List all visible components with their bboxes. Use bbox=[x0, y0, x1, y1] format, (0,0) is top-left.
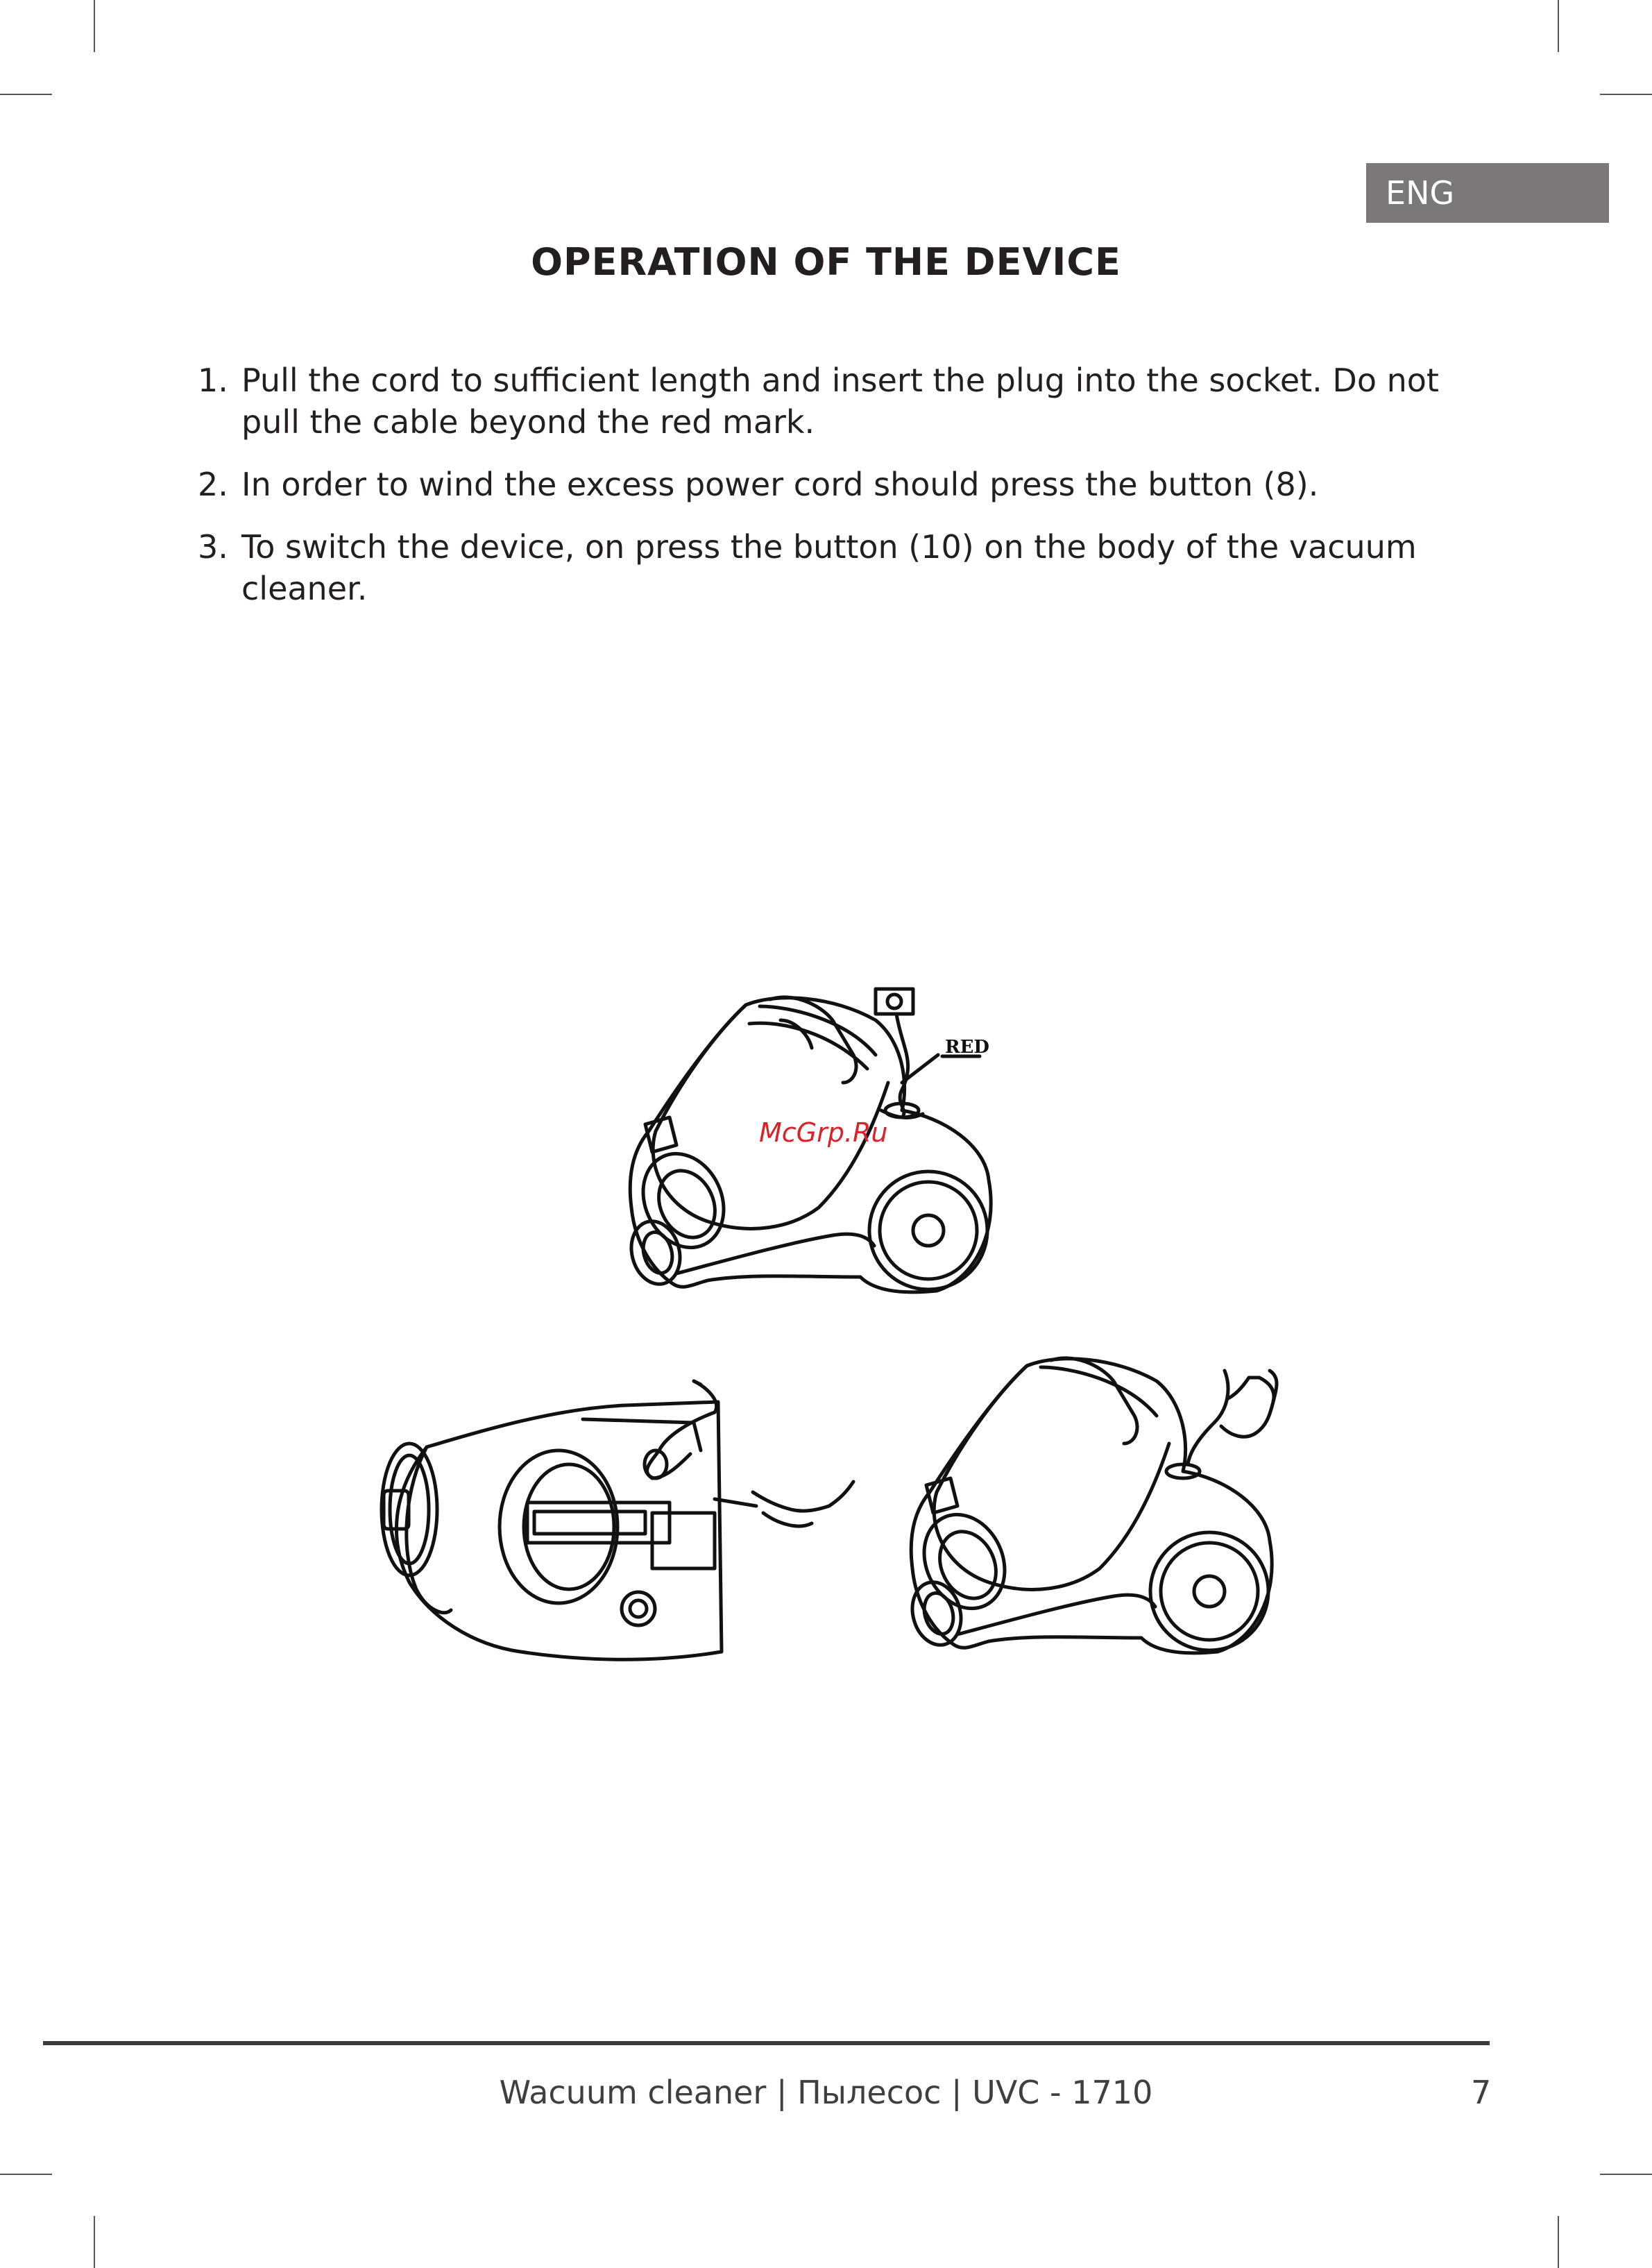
step-number: 2. bbox=[198, 466, 228, 503]
watermark-text: McGrp.Ru bbox=[759, 1117, 888, 1148]
footer-product-line: Wacuum cleaner | Пылесос | UVC - 1710 bbox=[499, 2074, 1153, 2111]
crop-mark-bottom-left-h bbox=[0, 2174, 52, 2175]
footer-divider bbox=[43, 2041, 1490, 2045]
vacuum-rear-figure bbox=[382, 1381, 853, 1659]
page-number: 7 bbox=[1471, 2074, 1492, 2111]
crop-mark-bottom-left-v bbox=[94, 2216, 95, 2268]
step-number: 3. bbox=[198, 528, 228, 566]
crop-mark-bottom-right-h bbox=[1600, 2174, 1652, 2175]
step-text: To switch the device, on press the button (10) on the body of the vacuum cleaner. bbox=[241, 528, 1417, 607]
step-text: Pull the cord to sufficient length and insert the plug into the socket. Do not pull the cable beyond the red mark. bbox=[241, 362, 1439, 441]
step-number: 1. bbox=[198, 362, 228, 399]
wall-socket-icon bbox=[876, 989, 913, 1014]
step-text: In order to wind the excess power cord should press the button (8). bbox=[241, 466, 1319, 503]
crop-mark-bottom-right-v bbox=[1558, 2216, 1559, 2268]
page-title: OPERATION OF THE DEVICE bbox=[531, 240, 1121, 284]
vacuum-power-figure bbox=[905, 1358, 1277, 1653]
language-badge: ENG bbox=[1366, 163, 1609, 223]
red-mark-label: RED bbox=[945, 1037, 989, 1058]
